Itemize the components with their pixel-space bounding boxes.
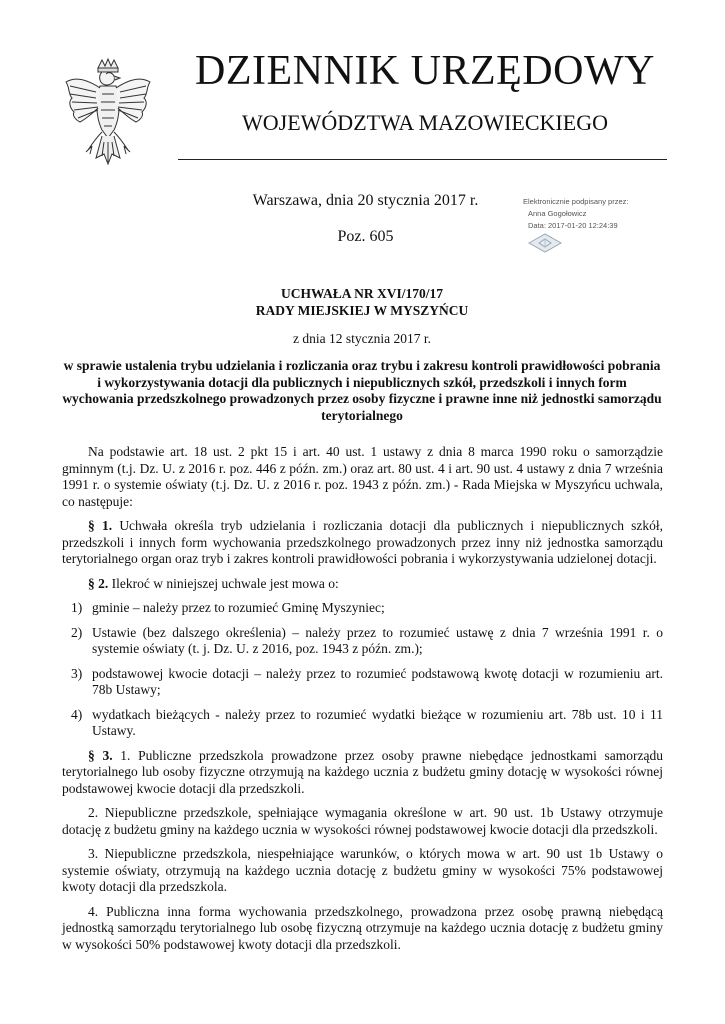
position-number: Poz. 605 (337, 228, 394, 245)
signature-date: Data: 2017-01-20 12:24:39 (528, 221, 618, 230)
preamble: Na podstawie art. 18 ust. 2 pkt 15 i art. 40 ust. 1 ustawy z dnia 8 marca 1990 roku o samorządzie gminnym (t.j. Dz. U. z 2016 r. poz. 446 z późn. zm.) oraz art. 80 ust. 4 i art. 90 ust. 4 ustawy z dnia 7 września 1991 r. o systemie oświaty (t.j. Dz. U. z 2016 r. poz. 1943 z późn. zm.) - Rada Miejska w Myszyńcu uchwala, co następuje: (62, 444, 663, 509)
section-3-paragraph-2: 2. Niepubliczne przedszkole, spełniające wymagania określone w art. 90 ust. 1b Ustawy otrzymuje dotację z budżetu gminy na każdego ucznia w wysokości równej podstawowej kwocie dotacji dla przedszkoli. (62, 805, 663, 837)
definition-number: 2) (71, 624, 83, 640)
section-1-text: Uchwała określa tryb udzielania i rozliczania dotacji dla publicznych i niepublicznych szkół, przedszkoli i innych form wychowania przedszkolnego prowadzonych przez inny niż jednostka samorządu terytorialnego organ oraz tryb i zakres kontroli prawidłowości pobrania i wykorzystywania udzielonej dotacji. (62, 518, 664, 566)
section-3-mark: § 3. (88, 747, 113, 763)
section-2-text: Ilekroć w niniejszej uchwale jest mowa o: (111, 575, 339, 591)
definition-item (62, 707, 663, 740)
definition-text: podstawowej kwocie dotacji – należy przez to rozumieć podstawową kwotę dotacji w rozumieniu art. 78b Ustawy; (92, 665, 663, 697)
electronic-signature (523, 196, 663, 232)
resolution-subject: w sprawie ustalenia trybu udzielania i rozliczania oraz trybu i zakresu kontroli prawidłowości pobrania i wykorzystywania dotacji dla publicznych i niepublicznych szkół, przedszkoli i innych form wychowania przedszkolnego prowadzonych przez osoby fizyczne i prawne inne niż jednostki samorządu terytorialnego (62, 358, 662, 423)
polish-eagle-emblem-icon (62, 58, 154, 168)
section-3-text-1: 1. Publiczne przedszkola prowadzone przez osoby prawne niebędące jednostkami samorządu terytorialnego lub osoby fizyczne otrzymują na każdego ucznia z budżetu gminy dotację w wysokości równej podstawowej kwocie dotacji dla przedszkoli. (62, 747, 664, 796)
section-2 (62, 576, 663, 593)
section-3-paragraph-4: 4. Publiczna inna forma wychowania przedszkolnego, prowadzona przez osobę prawną niebędącą jednostką samorządu terytorialnego lub osobę fizyczną otrzymuje na każdego ucznia dotację z budżetu gminy w wysokości 50% podstawowej kwoty dotacji dla przedszkoli. (62, 903, 663, 952)
definition-number: 1) (71, 600, 83, 615)
definition-number: 3) (71, 665, 83, 681)
resolution-council: RADY MIEJSKIEJ W MYSZYŃCU (255, 303, 469, 318)
journal-title: DZIENNIK URZĘDOWY (195, 48, 655, 94)
masthead-divider (178, 159, 667, 160)
definition-text: Ustawie (bez dalszego określenia) – należy przez to rozumieć ustawę z dnia 7 września 1991 r. o systemie oświaty (t. j. Dz. U. z 2016, poz. 1943 z późn. zm.); (92, 624, 663, 656)
definition-item (62, 600, 663, 617)
section-3-paragraph-3: 3. Niepubliczne przedszkola, niespełniające warunków, o których mowa w art. 90 ust 1b Ustawy o systemie oświaty, otrzymują na każdego ucznia dotację z budżetu gminy w wysokości 75% podstawowej kwoty dotacji dla przedszkola. (62, 846, 663, 894)
signature-label: Elektronicznie podpisany przez: (523, 197, 629, 206)
resolution-date: z dnia 12 stycznia 2017 r. (293, 331, 431, 346)
definition-item (62, 666, 663, 699)
definition-item (62, 625, 663, 658)
section-1 (62, 518, 663, 568)
section-3-paragraph-1 (62, 748, 663, 798)
publication-date: Warszawa, dnia 20 stycznia 2017 r. (252, 192, 479, 209)
section-2-mark: § 2. (88, 575, 109, 591)
resolution-title (62, 285, 662, 319)
resolution-body (62, 444, 663, 961)
definition-number: 4) (71, 706, 83, 722)
definition-text: wydatkach bieżących - należy przez to rozumieć wydatki bieżące w rozumieniu art. 78b ust. 10 i 11 Ustawy. (92, 706, 663, 738)
digital-signature-icon (527, 232, 563, 254)
resolution-number: UCHWAŁA NR XVI/170/17 (280, 286, 443, 301)
definition-text: gminie – należy przez to rozumieć Gminę Myszyniec; (92, 600, 385, 615)
section-1-mark: § 1. (88, 518, 113, 533)
journal-subtitle: WOJEWÓDZTWA MAZOWIECKIEGO (242, 110, 608, 135)
signature-signer: Anna Gogołowicz (528, 209, 587, 218)
